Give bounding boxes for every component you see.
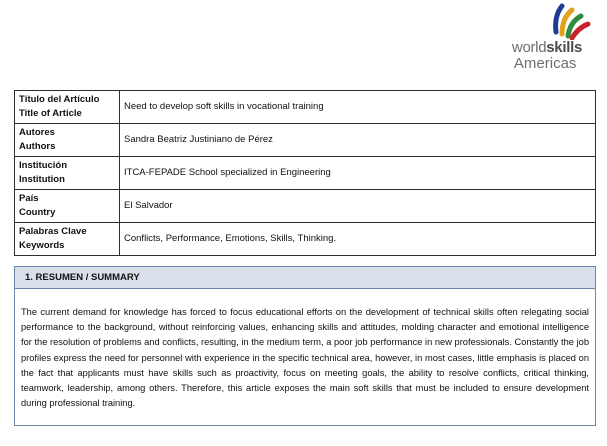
authors-value: Sandra Beatriz Justiniano de Pérez — [120, 124, 596, 157]
keywords-value: Conflicts, Performance, Emotions, Skills, Thinking. — [120, 223, 596, 256]
table-row — [15, 223, 596, 256]
label-cell — [15, 91, 120, 124]
summary-text: The current demand for knowledge has forced to focus educational efforts on the development of technical skills often relegating social performance to the background, without reinforcing values, enhancing skills and attitudes, molding character and emotional intelligence for the resolution of problems and conflicts, resulting, in the medium term, a poor job performance in new professionals. Constantly the job profiles express the need for personnel with experience in the specific technical area, however, in most cases, little emphasis is placed on the fact that applicants must have skills such as proactivity, focus on meeting goals, the ability to resolve conflicts, critical thinking, teamwork, leadership, among others. Therefore, this article exposes the main soft skills that must be included to ensure development during professional training. — [21, 307, 589, 409]
label-cell — [15, 157, 120, 190]
article-metadata-table — [14, 90, 596, 256]
table-row — [15, 91, 596, 124]
summary-heading: 1. RESUMEN / SUMMARY — [15, 267, 595, 289]
label-es: Título del Artículo — [19, 94, 100, 105]
label-es: Autores — [19, 127, 55, 138]
table-row — [15, 157, 596, 190]
label-es: País — [19, 193, 39, 204]
label-cell — [15, 223, 120, 256]
summary-section — [14, 266, 596, 426]
label-en: Title of Article — [19, 108, 82, 119]
table-row — [15, 190, 596, 223]
country-value: El Salvador — [120, 190, 596, 223]
swoosh-icon — [548, 2, 592, 40]
label-cell — [15, 124, 120, 157]
table-row — [15, 124, 596, 157]
label-en: Keywords — [19, 240, 65, 251]
label-en: Authors — [19, 141, 56, 152]
worldskills-americas-logo — [500, 2, 602, 76]
label-es: Palabras Clave — [19, 226, 87, 237]
institution-value: ITCA-FEPADE School specialized in Engineering — [120, 157, 596, 190]
logo-world: world — [511, 39, 547, 56]
label-es: Institución — [19, 160, 68, 171]
label-en: Institution — [19, 174, 65, 185]
label-en: Country — [19, 207, 56, 218]
title-value: Need to develop soft skills in vocational training — [120, 91, 596, 124]
logo-region: Americas — [513, 55, 577, 72]
logo-skills: skills — [546, 39, 582, 56]
label-cell — [15, 190, 120, 223]
